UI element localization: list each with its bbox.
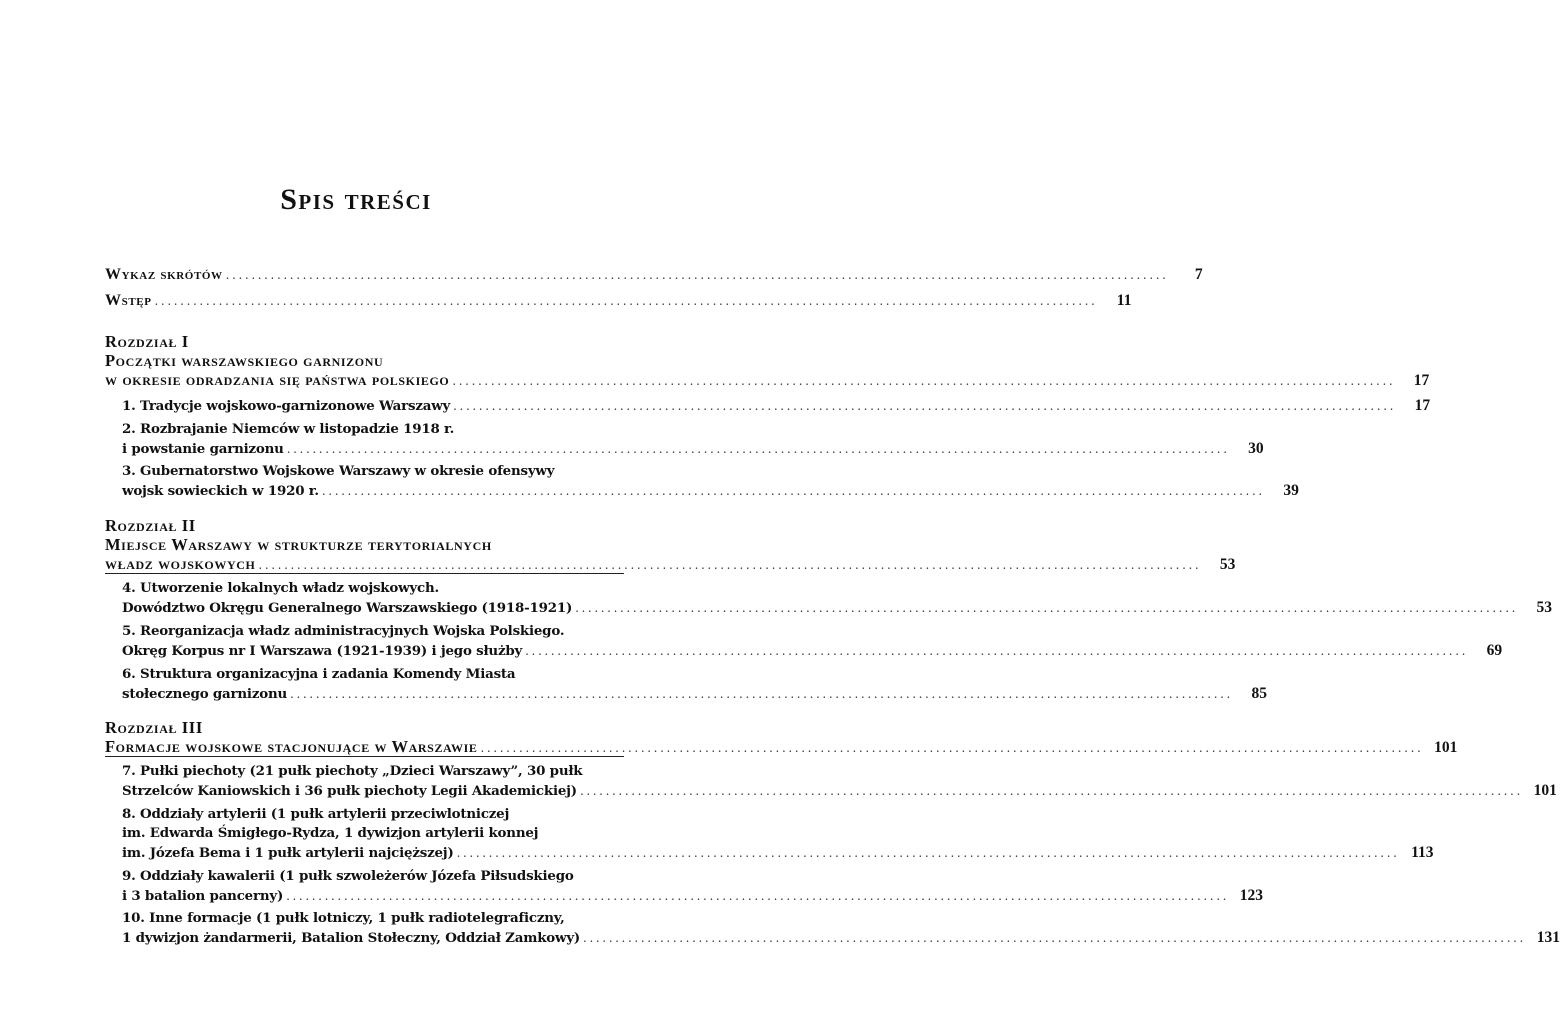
chapter-title-line: w okresie odradzania się państwa polskiego: [105, 370, 450, 389]
section-title-line: Okręg Korpus nr I Warszawa (1921-1939) i jego służby: [122, 643, 523, 659]
leader-dots: ...................................................................................................................................................: [525, 644, 1469, 658]
toc-entry-introduction[interactable]: [105, 292, 1132, 311]
leader-dots: ...................................................................................................................................................: [321, 484, 1265, 498]
section-title-line: 1 dywizjon żandarmerii, Batalion Stołeczny, Oddział Zamkowy): [122, 930, 581, 946]
leader-dots: ...................................................................................................................................................: [225, 268, 1169, 282]
leader-dots: ...................................................................................................................................................: [575, 601, 1519, 615]
divider: [105, 756, 624, 757]
chapter-label: Rozdział III: [105, 718, 203, 737]
page-number: 123: [1239, 887, 1264, 904]
page-number: 69: [1486, 642, 1503, 659]
leader-dots: ...................................................................................................................................................: [154, 294, 1098, 308]
page-number: 53: [1536, 599, 1553, 616]
page-number: 30: [1248, 440, 1264, 457]
toc-entry-abbreviations[interactable]: [105, 266, 1203, 285]
page-number: 39: [1283, 482, 1299, 499]
section-title-line: 7. Pułki piechoty (21 pułk piechoty „Dzieci Warszawy”, 30 pułk: [122, 763, 583, 779]
table-of-contents: [105, 0, 1560, 1024]
page-number: 101: [1533, 782, 1557, 799]
toc-section-9[interactable]: [105, 868, 1264, 906]
section-title-line: 9. Oddziały kawalerii (1 pułk szwoleżerów Józefa Piłsudskiego: [122, 868, 574, 884]
toc-section-3[interactable]: [105, 463, 1299, 501]
toc-section-5[interactable]: [105, 623, 1503, 661]
toc-section-10[interactable]: [105, 910, 1560, 948]
section-title-line: 10. Inne formacje (1 pułk lotniczy, 1 pułk radiotelegraficzny,: [122, 910, 565, 926]
leader-dots: ...................................................................................................................................................: [453, 399, 1397, 413]
leader-dots: ...................................................................................................................................................: [452, 374, 1396, 388]
chapter-title-line: Początki warszawskiego garnizonu: [105, 351, 384, 370]
divider: [105, 573, 624, 574]
leader-dots: ...................................................................................................................................................: [456, 846, 1400, 860]
leader-dots: ...................................................................................................................................................: [480, 741, 1424, 755]
leader-dots: ...................................................................................................................................................: [579, 784, 1523, 798]
chapter-label: Rozdział II: [105, 516, 196, 535]
toc-section-2[interactable]: [105, 421, 1264, 459]
leader-dots: ...................................................................................................................................................: [286, 889, 1230, 903]
section-title-line: wojsk sowieckich w 1920 r.: [122, 483, 319, 499]
chapter-title-line: władz wojskowych: [105, 554, 256, 573]
section-title-line: i 3 batalion pancerny): [122, 888, 284, 904]
toc-section-7[interactable]: [105, 763, 1557, 801]
section-title-line: im. Józefa Bema i 1 pułk artylerii najcięższej): [122, 845, 454, 861]
chapter-2-heading[interactable]: [105, 516, 1236, 573]
toc-section-4[interactable]: [105, 580, 1553, 618]
page-number: 131: [1536, 929, 1560, 946]
page-title: Spis treści: [280, 183, 432, 216]
section-title-line: 5. Reorganizacja władz administracyjnych Wojska Polskiego.: [122, 623, 565, 639]
section-title-line: i powstanie garnizonu: [122, 441, 284, 457]
toc-section-1[interactable]: [105, 397, 1431, 416]
section-title-line: 8. Oddziały artylerii (1 pułk artylerii przeciwlotniczej: [122, 806, 510, 822]
leader-dots: ...................................................................................................................................................: [290, 687, 1233, 701]
toc-entry-title: Wykaz skrótów: [105, 266, 223, 283]
toc-section-8[interactable]: [105, 806, 1434, 863]
page-number: 11: [1116, 292, 1132, 309]
section-title-line: 1. Tradycje wojskowo-garnizonowe Warszawy: [122, 398, 451, 414]
page-number: 17: [1414, 397, 1431, 414]
page-number: 113: [1411, 844, 1434, 861]
section-title-line: 6. Struktura organizacyjna i zadania Komendy Miasta: [122, 666, 516, 682]
section-title-line: 3. Gubernatorstwo Wojskowe Warszawy w okresie ofensywy: [122, 463, 555, 479]
toc-section-6[interactable]: [105, 666, 1267, 704]
leader-dots: ...................................................................................................................................................: [583, 931, 1526, 945]
leader-dots: ...................................................................................................................................................: [286, 442, 1230, 456]
page-number: 101: [1434, 739, 1458, 756]
leader-dots: ...................................................................................................................................................: [258, 558, 1202, 572]
chapter-label: Rozdział I: [105, 332, 189, 351]
page-number: 53: [1219, 556, 1236, 573]
section-title-line: 4. Utworzenie lokalnych władz wojskowych.: [122, 580, 439, 596]
page-number: 85: [1251, 685, 1267, 702]
page-number: 17: [1413, 372, 1430, 389]
chapter-title-line: Formacje wojskowe stacjonujące w Warszawie: [105, 737, 478, 756]
toc-entry-title: Wstęp: [105, 292, 152, 309]
section-title-line: Dowództwo Okręgu Generalnego Warszawskiego (1918-1921): [122, 600, 573, 616]
chapter-title-line: Miejsce Warszawy w strukturze terytorialnych: [105, 535, 492, 554]
section-title-line: Strzelców Kaniowskich i 36 pułk piechoty Legii Akademickiej): [122, 783, 577, 799]
section-title-line: 2. Rozbrajanie Niemców w listopadzie 1918 r.: [122, 421, 455, 437]
chapter-1-heading[interactable]: [105, 332, 1430, 389]
section-title-line: stołecznego garnizonu: [122, 686, 288, 702]
page-number: 7: [1194, 266, 1203, 283]
chapter-3-heading[interactable]: [105, 718, 1458, 756]
section-title-line: im. Edwarda Śmigłego-Rydza, 1 dywizjon artylerii konnej: [122, 825, 539, 841]
